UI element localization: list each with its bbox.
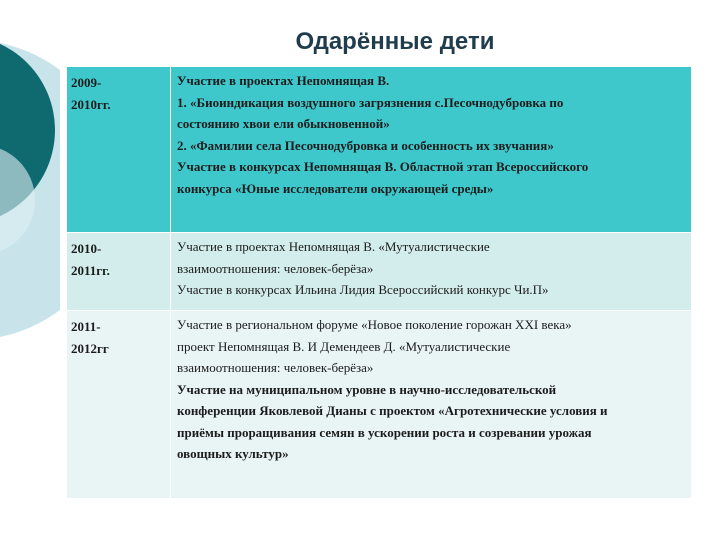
year-end: 2011гг. [71,262,110,278]
text-line: Участие в региональном форуме «Новое поколение горожан XXI века» [177,317,572,332]
text-line: приёмы проращивания семян в ускорении роста и созревании урожая [177,424,592,440]
description-cell [171,311,692,499]
text-line: конференции Яковлевой Дианы с проектом «Агротехнические условия и [177,403,608,418]
text-line: Участие в конкурсах Ильина Лидия Всероссийский конкурс Чи.П» [177,282,549,297]
text-line: Участие в проектах Непомнящая В. «Мутуалистические [177,239,490,254]
text-line: конкурса «Юные исследователи окружающей среды» [177,180,494,196]
text-line: взаимоотношения: человек-берёза» [177,260,374,276]
text-line: Участие на муниципальном уровне в научно-исследовательской [177,381,557,397]
year-cell [67,67,171,233]
table-row [67,67,692,233]
text-line: взаимоотношения: человек-берёза» [177,360,374,375]
year-cell [67,233,171,311]
text-line: состоянию хвои ели обыкновенной» [177,116,390,131]
year-end: 2012гг [71,340,109,356]
table-row [67,311,692,499]
decorative-circles [0,0,60,540]
achievements-table [67,67,692,499]
table-row [67,233,692,311]
text-line: 2. «Фамилии села Песочнодубровка и особенность их звучания» [177,137,554,153]
year-end: 2010гг. [71,96,111,112]
text-line: овощных культур» [177,446,289,461]
year-start: 2011- [71,319,101,334]
description-cell [171,67,692,233]
text-line: 1. «Биоиндикация воздушного загрязнения с.Песочнодубровка по [177,94,564,110]
text-line: Участие в конкурсах Непомнящая В. Областной этап Всероссийского [177,159,589,174]
text-line: Участие в проектах Непомнящая В. [177,73,390,88]
year-cell [67,311,171,499]
year-start: 2010- [71,241,102,256]
description-cell [171,233,692,311]
page-title: Одарённые дети [295,28,495,55]
text-line: проект Непомнящая В. И Демендеев Д. «Мутуалистические [177,338,511,354]
year-start: 2009- [71,75,102,90]
